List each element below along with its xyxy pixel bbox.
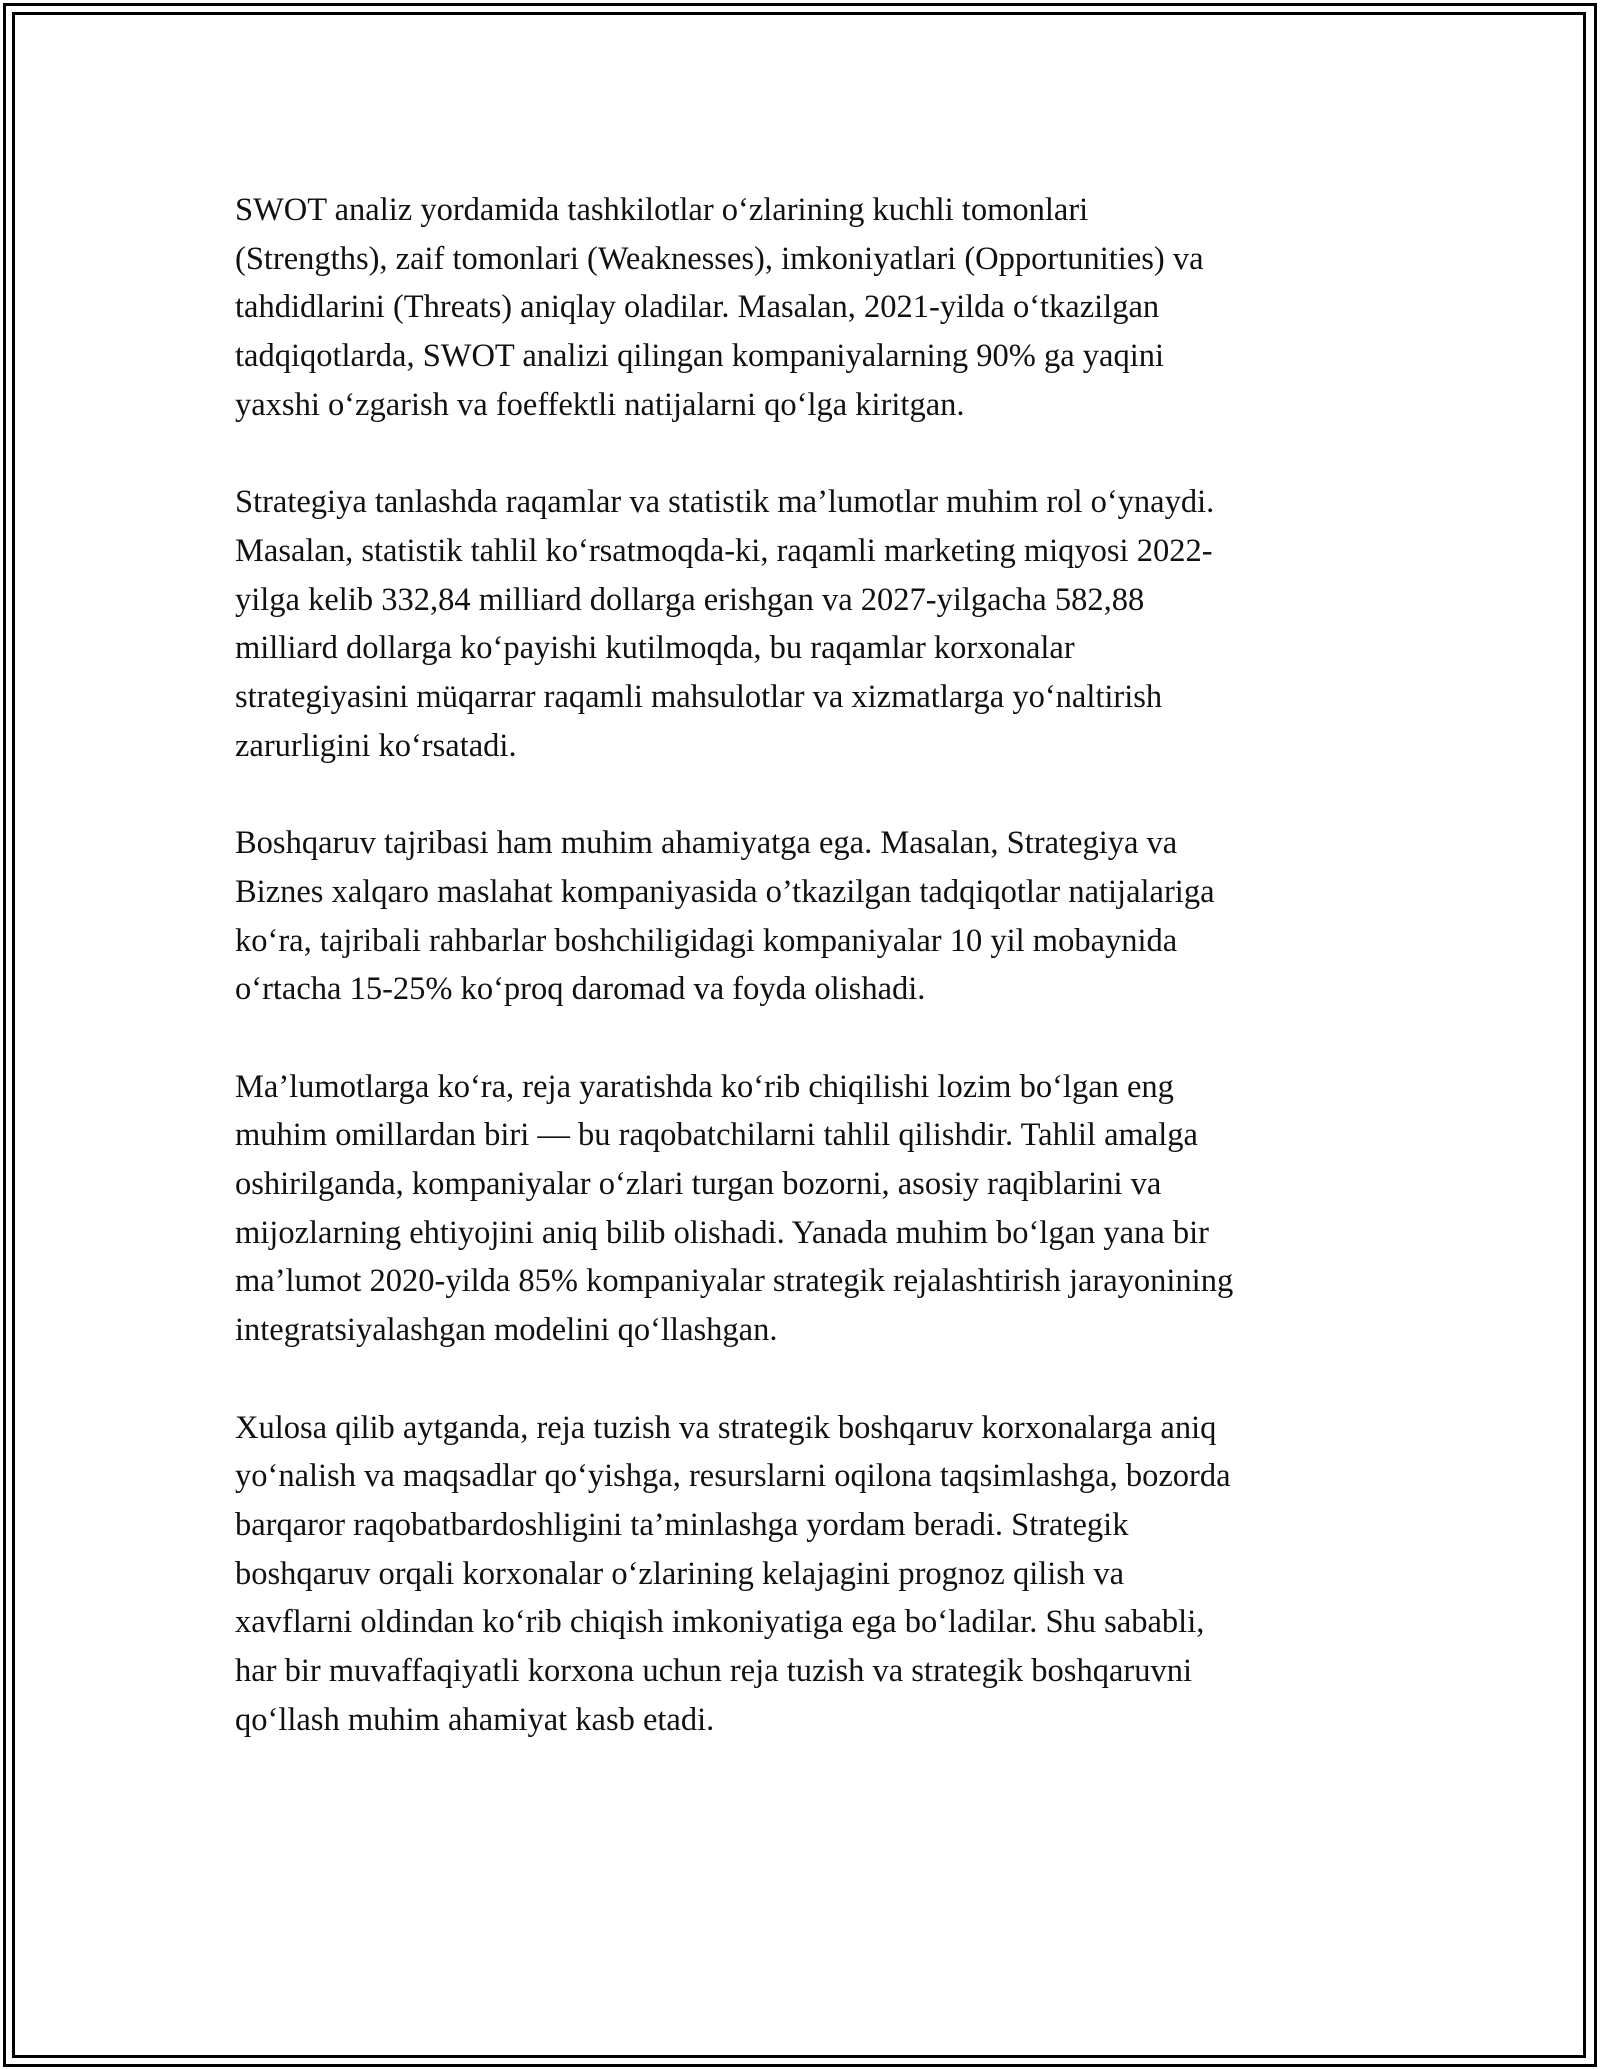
paragraph-strategy-statistics: Strategiya tanlashda raqamlar va statistik ma’lumotlar muhim rol o‘ynaydi. Masalan, statistik tahlil ko‘rsatmoqda-ki, raqamli marketing miqyosi 2022- yilga kelib 332,84 milliard dollarga erishgan va 2027-yilgacha 582,88 milliard dollarga ko‘payishi kutilmoqda, bu raqamlar korxonalar strategiyasini müqarrar raqamli mahsulotlar va xizmatlarga yo‘naltirish zarurligini ko‘rsatadi.	[235, 484, 1215, 764]
document-body	[235, 186, 1370, 1744]
paragraph-conclusion: Xulosa qilib aytganda, reja tuzish va strategik boshqaruv korxonalarga aniq yo‘nalish va maqsadlar qo‘yishga, resurslarni oqilona taqsimlashga, bozorda barqaror raqobatbardoshligini ta’minlashga yordam beradi. Strategik boshqaruv orqali korxonalar o‘zlarining kelajagini prognoz qilish va xavflarni oldindan ko‘rib chiqish imkoniyatiga ega bo‘ladilar. Shu sababli, har bir muvaffaqiyatli korxona uchun reja tuzish va strategik boshqaruvni qo‘llash muhim ahamiyat kasb etadi.	[235, 1409, 1231, 1738]
paragraph-competitor-analysis: Ma’lumotlarga ko‘ra, reja yaratishda ko‘rib chiqilishi lozim bo‘lgan eng muhim omillardan biri — bu raqobatchilarni tahlil qilishdir. Tahlil amalga oshirilganda, kompaniyalar o‘zlari turgan bozorni, asosiy raqiblarini va mijozlarning ehtiyojini aniq bilib olishadi. Yanada muhim bo‘lgan yana bir ma’lumot 2020-yilda 85% kompaniyalar strategik rejalashtirish jarayonining integratsiyalashgan modelini qo‘llashgan.	[235, 1068, 1234, 1349]
paragraph-management-experience: Boshqaruv tajribasi ham muhim ahamiyatga ega. Masalan, Strategiya va Biznes xalqaro maslahat kompaniyasida o’tkazilgan tadqiqotlar natijalariga ko‘ra, tajribali rahbarlar boshchiligidagi kompaniyalar 10 yil mobaynida o‘rtacha 15-25% ko‘proq daromad va foyda olishadi.	[235, 825, 1215, 1008]
paragraph-swot-analysis: SWOT analiz yordamida tashkilotlar o‘zlarining kuchli tomonlari (Strengths), zaif tomonlari (Weaknesses), imkoniyatlari (Opportunities) va tahdidlarini (Threats) aniqlay oladilar. Masalan, 2021-yilda o‘tkazilgan tadqiqotlarda, SWOT analizi qilingan kompaniyalarning 90% ga yaqini yaxshi o‘zgarish va foeffektli natijalarni qo‘lga kiritgan.	[235, 192, 1204, 423]
